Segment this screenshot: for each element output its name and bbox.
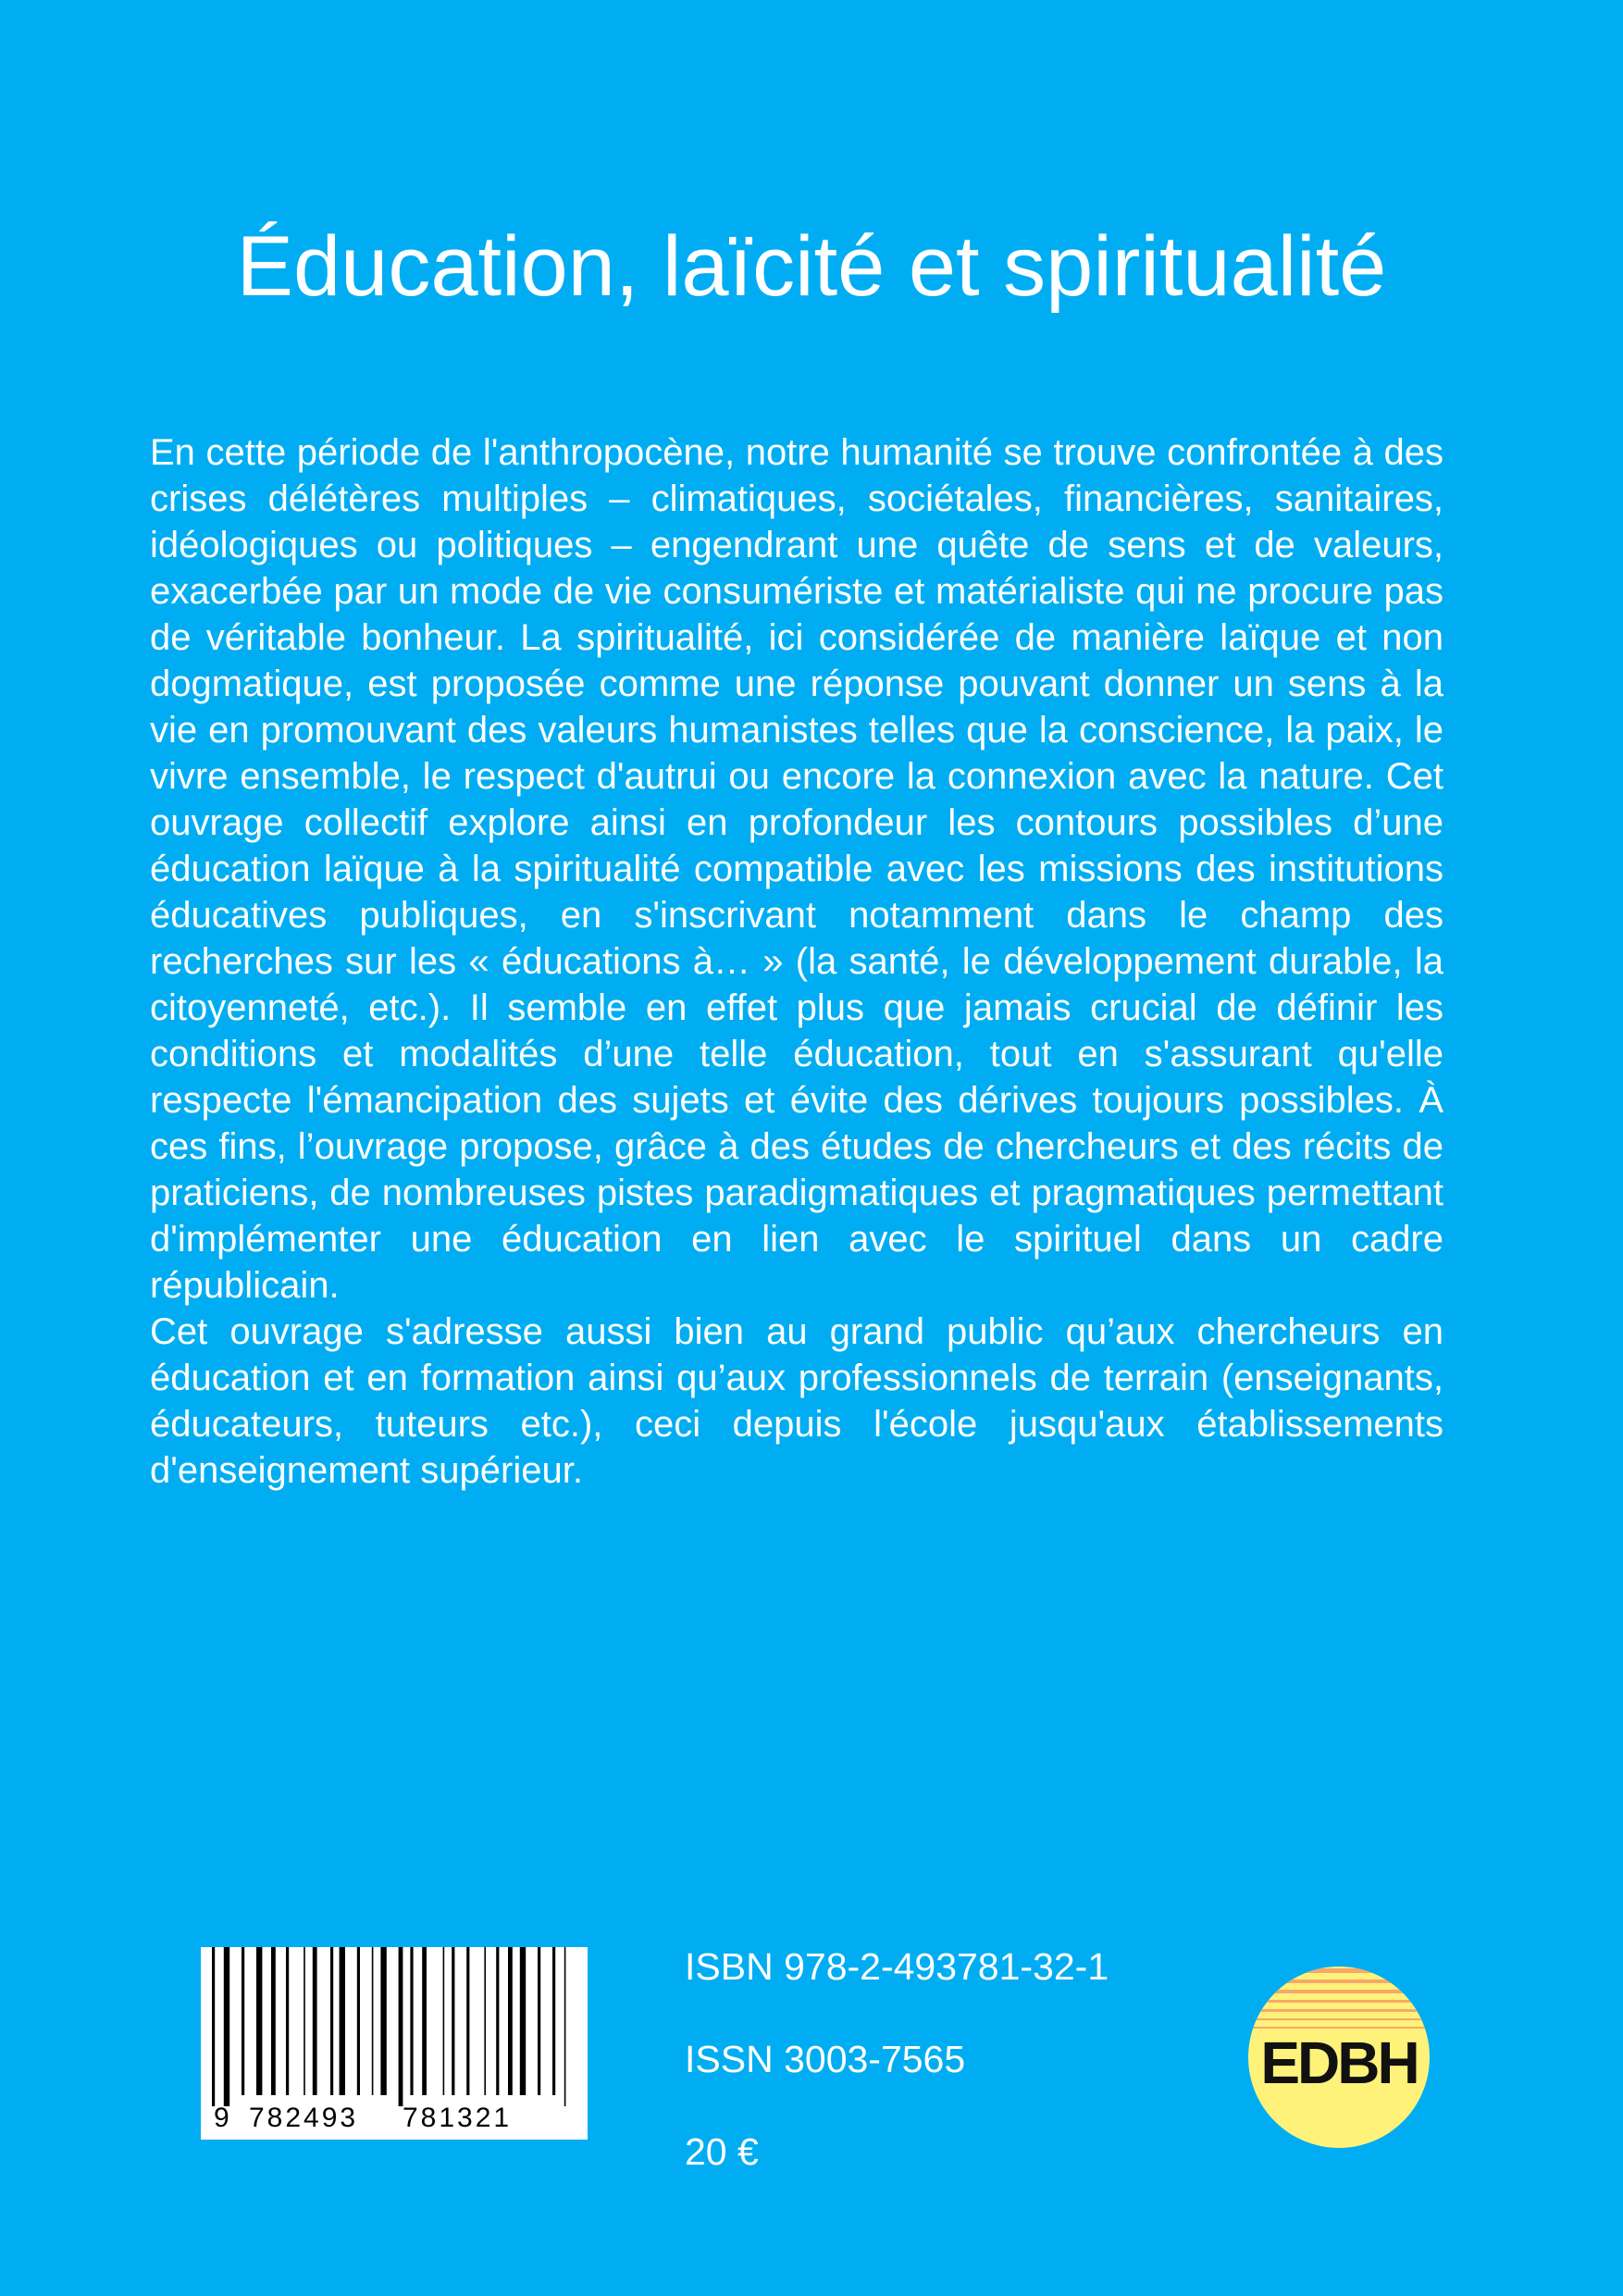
barcode-bar [422,1947,427,2095]
barcode-bar [538,1947,540,2095]
barcode-bar [466,1947,469,2095]
barcode-bar [271,1947,276,2095]
barcode-bar [484,1947,486,2095]
barcode-bar [330,1947,333,2095]
barcode-bar [304,1947,305,2095]
isbn-number: ISBN 978-2-493781-32-1 [685,1945,1109,1988]
barcode-image [201,1947,588,2140]
issn-number: ISSN 3003-7565 [685,2038,966,2080]
back-cover-blurb [150,429,1443,1494]
isbn-barcode [201,1947,588,2140]
barcode-bar [410,1947,413,2095]
barcode-bar [443,1947,445,2095]
barcode-bar [340,1947,345,2095]
barcode-bar [242,1947,244,2095]
barcode-bar [372,1947,374,2095]
barcode-bar [357,1947,360,2095]
publication-details [685,1943,1109,2221]
barcode-left-digits: 782493 [249,2103,359,2133]
edbh-publisher-logo [1246,1965,1431,2150]
book-title: Éducation, laïcité et spiritualité [236,219,1387,314]
barcode-bar [520,1947,526,2095]
blurb-paragraph: En cette période de l'anthropocène, notre humanité se trouve confrontée à des crises délétères multiples – climatiques, sociétales, financières, sanitaires, idéologiques ou politiques – engendrant une quête de sens et de valeurs, exacerbée par un mode de vie consumériste et matérialiste qui ne procure pas de véritable bonheur. La spiritualité, ici considérée de manière laïque et non dogmatique, est proposée comme une réponse pouvant donner un sens à la vie en promouvant des valeurs humanistes telles que la conscience, la paix, le vivre ensemble, le respect d'autrui ou encore la connexion avec la nature. Cet ouvrage collectif explore ainsi en profondeur les contours possibles d’une éducation laïque à la spiritualité compatible avec les missions des institutions éducatives publiques, en s'inscrivant notamment dans le champ des recherches sur les « éducations à… » (la santé, le développement durable, la citoyenneté, etc.). Il semble en effet plus que jamais crucial de définir les conditions et modalités d’une telle éducation, tout en s'assurant qu'elle respecte l'émancipation des sujets et évite des dérives toujours possibles. À ces fins, l’ouvrage propose, grâce à des études de chercheurs et des récits de praticiens, de nombreuses pistes paradigmatiques et pragmatiques permettant d'implémenter une éducation en lien avec le spirituel dans un cadre républicain. [150,432,1443,1306]
barcode-bar [380,1947,386,2095]
blurb-paragraph: Cet ouvrage s'adresse aussi bien au grand public qu’aux chercheurs en éducation et en formation ainsi qu’aux professionnels de terrain (enseignants, éducateurs, tuteurs etc.), ceci depuis l'école jusqu'aux établissements d'enseignement supérieur. [150,1311,1443,1491]
barcode-bar [564,1947,566,2106]
barcode-bar [212,1947,215,2106]
barcode-bar [399,1947,403,2106]
publisher-logo-icon [1246,1965,1431,2150]
barcode-bar [286,1947,289,2095]
barcode-bar [508,1947,513,2095]
barcode-bar [256,1947,262,2095]
price: 20 € [685,2130,759,2173]
barcode-bar [552,1947,555,2095]
barcode-right-digits: 781321 [403,2103,513,2133]
logo-text: EDBH [1260,2029,1418,2096]
barcode-lead-digit: 9 [214,2103,229,2133]
barcode-bar [224,1947,229,2106]
barcode-bar [452,1947,454,2095]
barcode-bar [313,1947,317,2095]
barcode-bar [496,1947,499,2095]
